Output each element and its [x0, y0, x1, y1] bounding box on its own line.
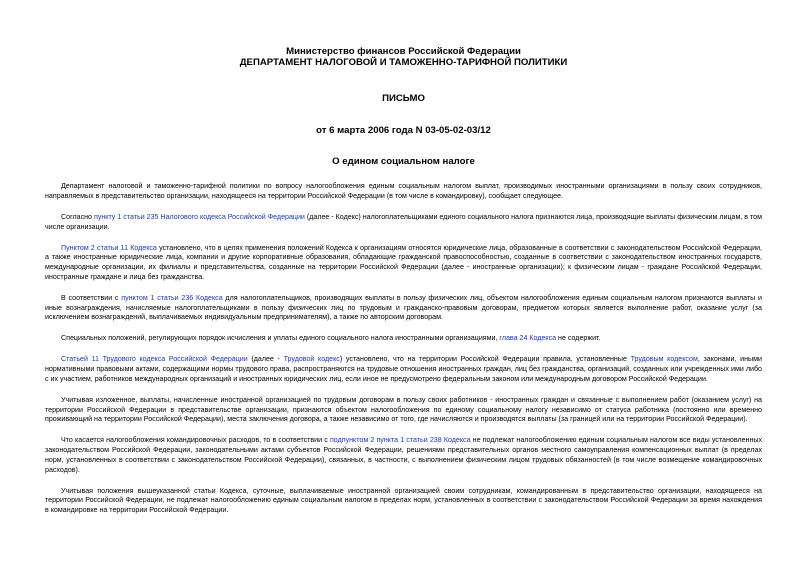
- document-header: [45, 46, 762, 68]
- paragraph-text: В соответствии с: [61, 293, 122, 302]
- paragraph-text: (далее -: [247, 355, 284, 364]
- law-reference-link[interactable]: пункту 1 статьи 235 Налогового кодекса Российской Федерации: [93, 212, 305, 221]
- document-date-number: от 6 марта 2006 года N 03-05-02-03/12: [316, 125, 491, 136]
- paragraph-text: Департамент налоговой и таможенно-тарифной политики по вопросу налогообложения единым социальным налогом выплат, производимых иностранными организациями в пользу своих сотрудников, направляемых в представительство организации, находящееся на территории Российской Федерации (в том числе в командировку), сообщает следующее.: [45, 182, 762, 200]
- paragraph: [45, 487, 762, 516]
- paragraph-text: Согласно: [61, 212, 94, 221]
- paragraph: [45, 436, 762, 475]
- paragraph: [45, 244, 762, 283]
- paragraph-text: Учитывая положения вышеуказанной статьи Кодекса, суточные, выплачиваемые иностранной организацией своим сотрудникам, командированным в представительство организации, находящееся на территории Российской Федерации, не подлежат налогообложению единым социальным налогом в пределах норм, установленных в соответствии с законодательством Российской Федерации за время нахождения в командировке на территории Российской Федерации.: [45, 486, 762, 514]
- paragraph-text: , законами, иными нормативными правовыми актами, содержащими нормы трудового права, распространяются на трудовые отношения иностранных граждан, лиц без гражданства, организаций, созданных или учрежденных ими либо с их участием, работников международных организаций и иностранных юридических лиц, если иное не предусмотрено федеральным законом или международным договором Российской Федерации.: [45, 355, 762, 383]
- document-title: О едином социальном налоге: [332, 156, 475, 167]
- law-reference-link[interactable]: пунктом 1 статьи 236 Кодекса: [121, 293, 223, 302]
- paragraph-text: Специальных положений, регулирующих порядок исчисления и уплаты единого социального налога иностранными организациями,: [61, 334, 500, 343]
- law-reference-link[interactable]: глава 24 Кодекса: [499, 334, 557, 343]
- law-reference-link[interactable]: Трудовым кодексом: [630, 355, 698, 364]
- law-reference-link[interactable]: Пунктом 2 статьи 11 Кодекса: [61, 243, 157, 252]
- law-reference-link[interactable]: Статьей 11 Трудового кодекса Российской Федерации: [61, 355, 248, 364]
- ministry-name: Министерство финансов Российской Федерации: [286, 46, 521, 57]
- law-reference-link[interactable]: Трудовой кодекс: [283, 355, 340, 364]
- paragraph-text: для налогоплательщиков, производящих выплаты в пользу физических лиц, объектом налогообложения единым социальным налогом признаются выплаты и иные вознаграждения, начисляемые налогоплательщиками в пользу физических лиц по трудовым и гражданско-правовым договорам, предметом которых является выполнение работ, оказание услуг (за исключением вознаграждений, выплачиваемых индивидуальным предпринимателям), а также по авторским договорам.: [45, 293, 762, 322]
- paragraph-text: (далее - Кодекс) налогоплательщиками единого социального налога признаются лица, производящие выплаты физическим лицам, в том числе организации.: [45, 212, 763, 231]
- paragraph-text: Учитывая изложенное, выплаты, начисленные иностранной организацией по трудовым договорам в пользу своих работников - иностранных граждан и связанные с выполнением работ (оказанием услуг) на территории Российской Федерации в представительстве организации, признаются объектом налогообложения по единому социальному налогу независимо от статуса работника (постоянно или временно проживающий на территории Российской Федерации), места заключения договора, а также независимо от того, где начисляются и производятся выплаты (за границей или на территории Российской Федерации).: [45, 395, 762, 424]
- paragraph-text: установлено, что в целях применения положений Кодекса к организациям относятся юридические лица, образованные в соответствии с законодательством Российской Федерации, а также иностранные юридические лица, компании и другие корпоративные образования, обладающие гражданской правоспособностью, созданные в соответствии с законодательством иностранных государств, международные организации, их филиалы и представительства, созданные на территории Российской Федерации (далее - иностранные организации); к физическим лицам - граждане Российской Федерации, иностранные граждане и лица без гражданства.: [45, 243, 763, 281]
- paragraph: [45, 396, 762, 425]
- paragraph: [45, 355, 762, 384]
- paragraph: [45, 294, 762, 323]
- paragraph: [45, 334, 762, 344]
- paragraph-text: Что касается налогообложения командировочных расходов, то в соответствии с: [61, 436, 330, 445]
- paragraph-text: не содержит.: [556, 334, 601, 343]
- department-name: ДЕПАРТАМЕНТ НАЛОГОВОЙ И ТАМОЖЕННО-ТАРИФНОЙ ПОЛИТИКИ: [239, 57, 568, 68]
- paragraph: [45, 182, 762, 201]
- paragraph: [45, 213, 762, 232]
- paragraph-text: не подлежат налогообложению единым социальным налогом все виды установленных законодательством Российской Федерации, законодательными актами субъектов Российской Федерации, решениями представительных органов местного самоуправления компенсационных выплат (в пределах норм, установленных в соответствии с законодательством Российской Федерации), связанных, в частности, с выполнением физическим лицом трудовых обязанностей (в том числе возмещение командировочных расходов).: [45, 436, 763, 474]
- document-type: ПИСЬМО: [382, 93, 425, 104]
- law-reference-link[interactable]: подпунктом 2 пункта 1 статьи 238 Кодекса: [329, 436, 471, 445]
- paragraph-text: ) установлено, что на территории Российской Федерации правила, установленные: [339, 355, 631, 364]
- document-body: [45, 182, 762, 516]
